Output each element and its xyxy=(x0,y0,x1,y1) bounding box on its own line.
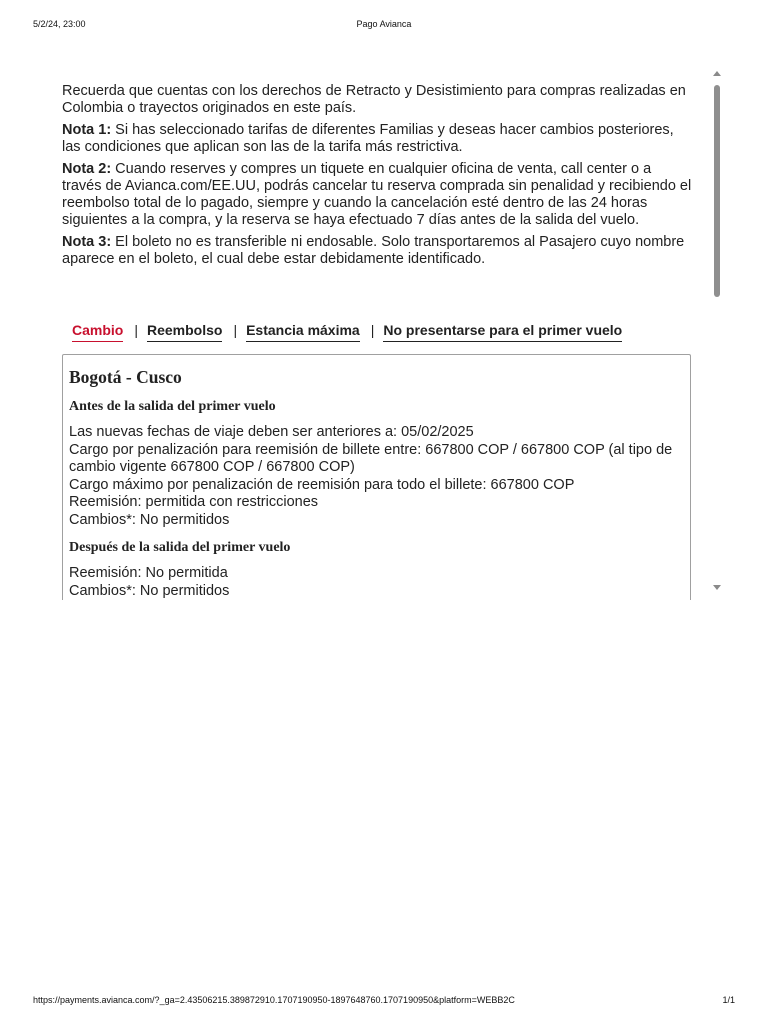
print-datetime: 5/2/24, 23:00 xyxy=(33,19,86,29)
fare-rules-panel xyxy=(62,354,691,600)
rule-line: Las nuevas fechas de viaje deben ser anteriores a: 05/02/2025 xyxy=(69,424,474,440)
print-footer xyxy=(0,995,768,1009)
tab-reembolso[interactable]: Reembolso xyxy=(147,322,222,342)
note-1-label: Nota 1: xyxy=(62,122,112,138)
tab-estancia-maxima[interactable]: Estancia máxima xyxy=(246,322,360,342)
note-2-label: Nota 2: xyxy=(62,161,112,177)
rule-line: Reemisión: No permitida xyxy=(69,565,228,581)
note-2-text: Cuando reserves y compres un tiquete en cualquier oficina de venta, call center o a través de Avianca.com/EE.UU, podrás cancelar tu reserva comprada sin penalidad y recibiendo el reembolso total de lo pagado, siempre y cuando la cancelación esté dentro de las 24 horas siguientes a la compra, y la reserva se haya efectuado 7 días antes de la salida del vuelo. xyxy=(62,161,692,228)
tab-separator: | xyxy=(370,322,375,338)
note-1-text: Si has seleccionado tarifas de diferentes Familias y deseas hacer cambios posteriores, las condiciones que aplican son las de la tarifa más restrictiva. xyxy=(62,122,674,155)
tab-no-presentarse[interactable]: No presentarse para el primer vuelo xyxy=(383,322,622,342)
fare-rules-tabs xyxy=(72,322,622,344)
rule-line: Reemisión: permitida con restricciones xyxy=(69,494,319,510)
conditions-scroll-area[interactable] xyxy=(0,66,768,600)
route-title: Bogotá - Cusco xyxy=(69,367,182,387)
note-3-text: El boleto no es transferible ni endosable. Solo transportaremos al Pasajero cuyo nombre aparece en el boleto, el cual debe estar debidamente identificado. xyxy=(62,234,685,267)
conditions-text xyxy=(62,83,694,273)
tab-cambio[interactable]: Cambio xyxy=(72,322,123,342)
scroll-up-arrow-icon[interactable] xyxy=(713,71,721,76)
before-departure-title: Antes de la salida del primer vuelo xyxy=(69,399,276,414)
print-title: Pago Avianca xyxy=(356,19,412,29)
print-url: https://payments.avianca.com/?_ga=2.43506215.389872910.1707190950-1897648760.1707190950&platform=WEBB2C xyxy=(33,995,515,1005)
after-departure-title: Después de la salida del primer vuelo xyxy=(69,540,291,555)
note-3 xyxy=(62,234,694,268)
tab-separator: | xyxy=(233,322,238,338)
before-departure-rules xyxy=(69,424,684,529)
rule-line: Cambios*: No permitidos xyxy=(69,582,230,599)
note-3-label: Nota 3: xyxy=(62,234,112,250)
rule-line: Cargo máximo por penalización de reemisión para todo el billete: 667800 COP xyxy=(69,476,575,493)
scroll-down-arrow-icon[interactable] xyxy=(713,585,721,590)
print-header xyxy=(0,19,768,33)
after-departure-rules xyxy=(69,565,684,600)
note-1 xyxy=(62,122,694,156)
intro-paragraph: Recuerda que cuentas con los derechos de Retracto y Desistimiento para compras realizadas en Colombia o trayectos originados en este país. xyxy=(62,83,686,116)
rule-line: Cargo por penalización para reemisión de billete entre: 667800 COP / 667800 COP (al tipo de cambio vigente 667800 COP / 667800 COP) xyxy=(69,441,673,475)
vertical-scrollbar[interactable] xyxy=(711,66,723,600)
scroll-thumb[interactable] xyxy=(714,85,720,297)
print-page-count: 1/1 xyxy=(722,995,735,1005)
rule-line: Cambios*: No permitidos xyxy=(69,511,230,528)
tab-separator: | xyxy=(134,322,138,338)
note-2 xyxy=(62,161,694,229)
